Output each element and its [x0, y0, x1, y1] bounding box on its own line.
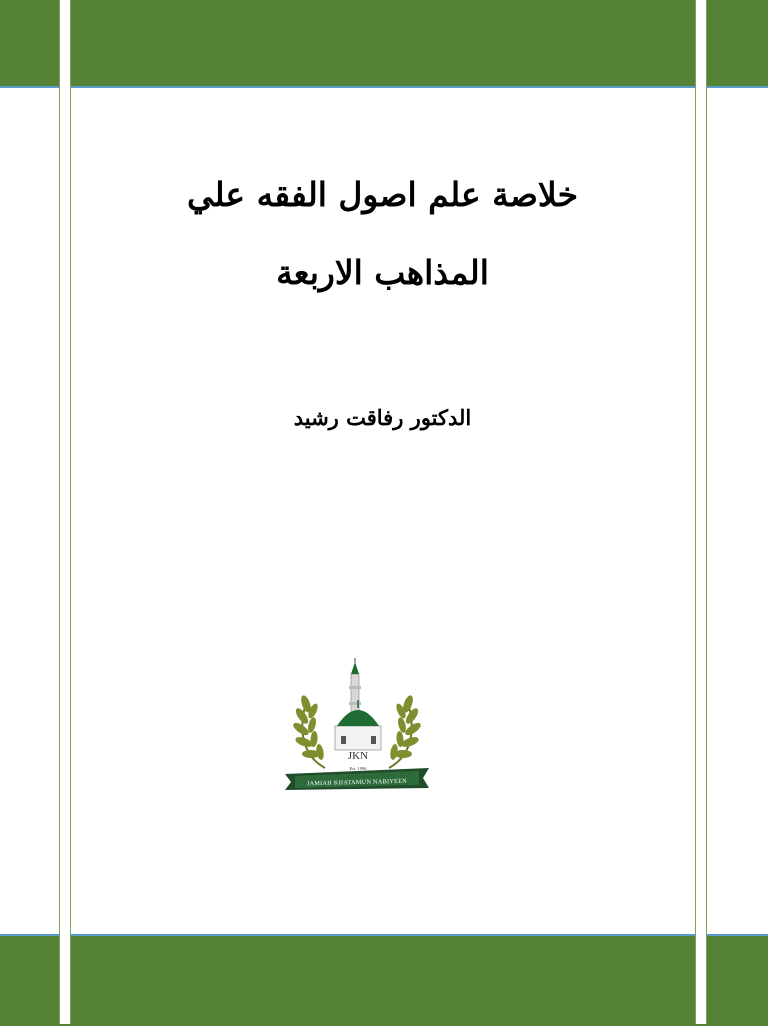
laurel-left-icon — [291, 694, 325, 768]
emblem-monogram: JKN — [347, 750, 369, 762]
cover-title-line-1: خلاصة علم اصول الفقه علي — [187, 175, 578, 214]
jkn-emblem-icon — [281, 656, 433, 796]
bottom-green-band — [0, 934, 768, 1026]
green-dome-icon — [335, 700, 381, 750]
emblem-established: Est. 1996 — [349, 766, 367, 771]
laurel-right-icon — [389, 694, 423, 768]
left-margin-line-inner — [70, 0, 71, 1024]
right-margin-line-inner — [695, 0, 696, 1024]
cover-title-line-2: المذاهب الاربعة — [276, 253, 489, 292]
right-margin-line-outer — [706, 0, 707, 1024]
cover-author: الدكتور رفاقت رشيد — [293, 405, 472, 430]
emblem-banner-text: JAMIAH KHATAMUN NABIYEEN — [306, 777, 408, 788]
top-green-band — [0, 0, 768, 88]
left-margin-line-outer — [59, 0, 60, 1024]
